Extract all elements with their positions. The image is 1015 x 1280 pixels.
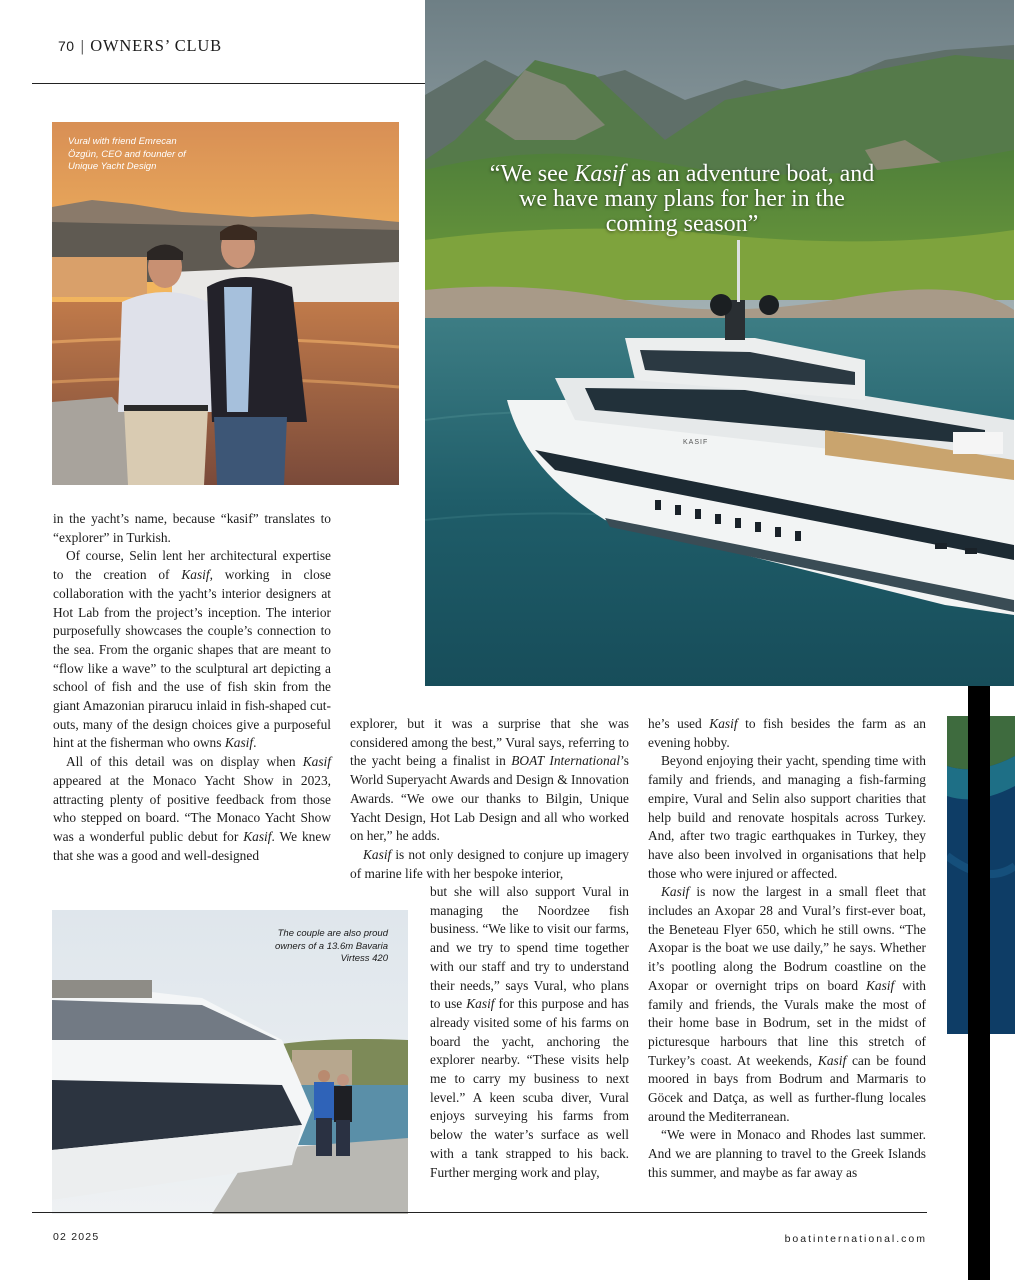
col3-p3-yacht-name-2: Kasif xyxy=(865,977,895,993)
col2b-text-1: but she will also support Vural in managing the Noordzee fish business. “We like to visit our farms, and we try to spend time together with our staff and try to understand their needs,” says Vural, who plans to use xyxy=(430,884,629,1012)
pull-quote-part2: as an adventure boat, and we have many plans for her in the coming season” xyxy=(519,161,875,237)
section-title: OWNERS’ CLUB xyxy=(90,36,222,55)
pull-quote-part1: “We see xyxy=(489,161,575,187)
page-header xyxy=(58,36,222,56)
col2b-yacht-name: Kasif xyxy=(466,996,495,1012)
body-column-2-upper xyxy=(350,715,629,883)
col3-p3-yacht-name-3: Kasif xyxy=(817,1052,847,1068)
col2b-text-2: for this purpose and has already visited some of his farms on board the yacht, anchoring the explorer nearby. “These visits help me to carry my business to next level.” A keen scuba diver, Vural enjoys surveying his farms from below the water’s surface as well with a tank strapped to his back. Further merging work and play, xyxy=(430,996,630,1180)
page-number: 70 xyxy=(58,38,75,54)
photo-vural-and-friend xyxy=(52,122,399,485)
col3-paragraph-2: Beyond enjoying their yacht, spending time with family and friends, and managing a fish-farming empire, Vural and Selin also support charities that help build and renovate hospitals across Turkey. And, after two tragic earthquakes in Turkey, they have also been involved in organisations that help those who were injured or affected. xyxy=(648,753,926,881)
col2-p1-text-a: explorer, but it was a surprise that she was considered among the best,” Vural says, referring to the yacht being a finalist in xyxy=(350,716,629,769)
col2-paragraph-2-cont xyxy=(430,883,629,1182)
website-url: boatinternational.com xyxy=(784,1233,927,1245)
col1-p2-text-d: . xyxy=(253,735,257,751)
col3-p3-text-c: can be found moored in bays from Bodrum and Marmaris to Göcek and Datça, as well as further-flung locales around the Mediterranean. xyxy=(648,1052,926,1124)
col1-p3-text-d: . We knew that she was a good and well-designed xyxy=(53,828,331,863)
pull-quote xyxy=(482,162,882,237)
col1-p3-yacht-name: Kasif xyxy=(302,754,331,770)
col3-paragraph-3 xyxy=(648,883,926,1126)
col1-paragraph-3 xyxy=(53,753,331,865)
col1-p2-text-a: Of course, Selin lent her architectural expertise to the creation of xyxy=(53,548,331,583)
col2-p2-text: is not only designed to conjure up imagery of marine life with her bespoke interior, xyxy=(350,846,629,881)
col1-p3-yacht-name-2: Kasif xyxy=(243,828,272,844)
col3-paragraph-4: “We were in Monaco and Rhodes last summer. And we are planning to travel to the Greek Islands this summer, and maybe as far away as xyxy=(648,1127,926,1180)
next-page-black-edge xyxy=(968,686,990,1280)
col2-p1-text-b: ’s World Superyacht Awards and Design & Innovation Awards. “We owe our thanks to Bilgin, Unique Yacht Design, Hot Lab Design and all who worked on her,” he adds. xyxy=(350,753,629,844)
pull-quote-yacht-name: Kasif xyxy=(574,161,626,187)
col3-p3-yacht-name: Kasif xyxy=(661,884,690,900)
body-column-2-lower xyxy=(430,883,629,1182)
col1-paragraph-2 xyxy=(53,547,331,753)
header-rule xyxy=(32,83,425,84)
col2-p2-yacht-name: Kasif xyxy=(363,846,392,862)
body-column-3 xyxy=(648,715,926,1183)
hull-name-text: KASIF xyxy=(683,439,709,446)
col2-paragraph-1 xyxy=(350,715,629,846)
col1-p3-text-a: All of this detail was on display when xyxy=(66,754,303,770)
col3-p3-text-b: with family and friends, the Vurals make the most of their home base in Bodrum, set in the midst of picturesque harbours that line this stretch of Turkey’s coast. At weekends, xyxy=(648,977,926,1068)
body-column-1 xyxy=(53,510,331,865)
col2-paragraph-2 xyxy=(350,846,629,883)
hero-yacht-photo xyxy=(425,0,1014,686)
col3-p1-text-b: to fish besides the farm as an evening hobby. xyxy=(648,716,926,750)
photo2-caption: The couple are also proud owners of a 13.6m Bavaria Virtess 420 xyxy=(274,928,388,964)
col1-p2-yacht-name-2: Kasif xyxy=(224,735,254,751)
col3-p3-text-a: is now the largest in a small fleet that includes an Axopar 28 and Vural’s first-ever boat, the Beneteau Flyer 650, which he still owns. “The Axopar is the boat we use daily,” he says. Whether it’s pootling along the Bodrum coastline on the Axopar or overnight trips on board xyxy=(648,884,926,993)
col3-paragraph-1 xyxy=(648,715,926,752)
col3-p1-yacht-name: Kasif xyxy=(709,716,738,731)
col1-p2-text-b: , working in close collaboration with the yacht’s interior designers at Hot Lab from the project’s inception. The interior purposefully showcases the couple’s connection to the sea. From the organic shapes that are meant to “flow like a wave” to the sculptural art depicting a school of fish and the use of fish skin from the giant Amazonian pirarucu inlaid in fish-shaped cut-outs, many of the design choices give a purposeful hint at the fisherman who owns xyxy=(53,567,331,751)
footer-rule xyxy=(32,1212,927,1213)
col1-p2-yacht-name: Kasif xyxy=(181,567,210,583)
col1-paragraph-1: in the yacht’s name, because “kasif” translates to “explorer” in Turkish. xyxy=(53,511,331,545)
issue-date: 02 2025 xyxy=(53,1231,100,1243)
header-separator: | xyxy=(80,38,85,55)
col3-p1-text-a: he’s used xyxy=(648,716,710,731)
col2-p1-magazine-name: BOAT International xyxy=(511,753,621,769)
photo1-caption: Vural with friend Emrecan Özgün, CEO and founder of Unique Yacht Design xyxy=(68,136,186,172)
col1-p3-text-b: appeared at the Monaco Yacht Show in 2023, attracting plenty of positive feedback from those who stepped on board. “The Monaco Yacht Show was a wonderful public debut for xyxy=(53,772,331,844)
